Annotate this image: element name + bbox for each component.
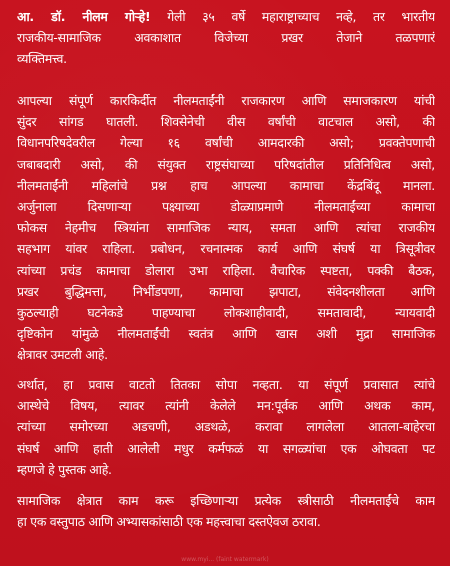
paragraph-intro (17, 6, 435, 70)
journey-line-2: आस्थेचे विषय, त्यावर त्यांनी केलेले मन:पूर्वक आणि अथक काम, (17, 398, 435, 414)
conclusion-line-2: हा एक वस्तुपाठ आणि अभ्यासकांसाठी एक महत्त्वाचा दस्तऐवज ठरावा. (17, 514, 321, 530)
career-line-8: सहभाग यांवर राहिला. प्रबोधन, रचनात्मक कार्य आणि संघर्ष या त्रिसूत्रीवर (17, 241, 435, 257)
journey-line-3: त्यांच्या समोरच्या अडचणी, अडथळे, करावा लागलेला आतला-बाहेरचा (17, 419, 435, 435)
career-line-7: फोकस नेहमीच स्त्रियांना सामाजिक न्याय, समता आणि त्यांचा राजकीय (17, 220, 435, 236)
career-line-10: प्रखर बुद्धिमत्ता, निर्भीडपणा, कामाचा झपाटा, संवेदनशीलता आणि (17, 283, 435, 299)
career-line-4: जबाबदारी असो, की संयुक्त राष्ट्रसंघाच्या परिषदांतील प्रतिनिधित्व असो, (17, 156, 435, 172)
paragraph-conclusion (17, 490, 435, 532)
career-line-9: त्यांच्या प्रचंड कामाचा डोलारा उभा राहिला. वैचारिक स्पष्टता, पक्की बैठक, (17, 262, 435, 278)
career-line-12: दृष्टिकोन यांमुळे नीलमताईंची स्वतंत्र आणि खास अशी मुद्रा सामाजिक (17, 326, 435, 342)
career-line-6: अर्जुनाला दिसणाऱ्या पक्ष्याच्या डोळ्याप्रमाणे नीलमताईंच्या कामाचा (17, 199, 435, 215)
lead-name: आ. डॉ. नीलम गोऱ्हे! (17, 9, 151, 24)
paragraph-career (17, 90, 435, 366)
career-line-13: क्षेत्रावर उमटली आहे. (17, 347, 108, 363)
watermark-footer: www.myi... (faint watermark) (181, 556, 269, 563)
conclusion-line-1: सामाजिक क्षेत्रात काम करू इच्छिणाऱ्या प्रत्येक स्त्रीसाठी नीलमताईंचे काम (17, 493, 435, 508)
career-line-3: विधानपरिषदेवरील गेल्या १६ वर्षांची आमदारकी असो; प्रवक्तेपणाची (17, 135, 435, 151)
journey-line-5: म्हणजे हे पुस्तक आहे. (17, 461, 112, 477)
career-line-5: नीलमताईंनी महिलांचे प्रश्न हाच आपल्या कामाचा केंद्रबिंदू मानला. (17, 177, 435, 193)
journey-line-1: अर्थात, हा प्रवास वाटतो तितका सोपा नव्हता. या संपूर्ण प्रवासात त्यांचे (17, 377, 435, 392)
paragraph-journey (17, 374, 435, 480)
career-line-1: आपल्या संपूर्ण कारकिर्दीत नीलमताईंनी राजकारण आणि समाजकारण यांची (17, 93, 435, 108)
journey-line-4: संघर्ष आणि हाती आलेली मधुर कर्मफळं या सगळ्यांचा एक ओघवता पट (17, 440, 435, 456)
intro-line-2: राजकीय-सामाजिक अवकाशात विजेच्या प्रखर तेजाने तळपणारं (17, 30, 435, 46)
intro-line-1: आ. डॉ. नीलम गोऱ्हे! गेली ३५ वर्षे महाराष्ट्राच्याच नव्हे, तर भारतीय (17, 9, 435, 24)
career-line-2: सुंदर सांगड घातली. शिवसेनेची वीस वर्षांची वाटचाल असो, की (17, 114, 435, 130)
intro-line-3: व्यक्तिमत्त्व. (17, 51, 67, 67)
career-line-11: कुठल्याही घटनेकडे पाहण्याचा लोकशाहीवादी, समतावादी, न्यायवादी (17, 305, 435, 321)
